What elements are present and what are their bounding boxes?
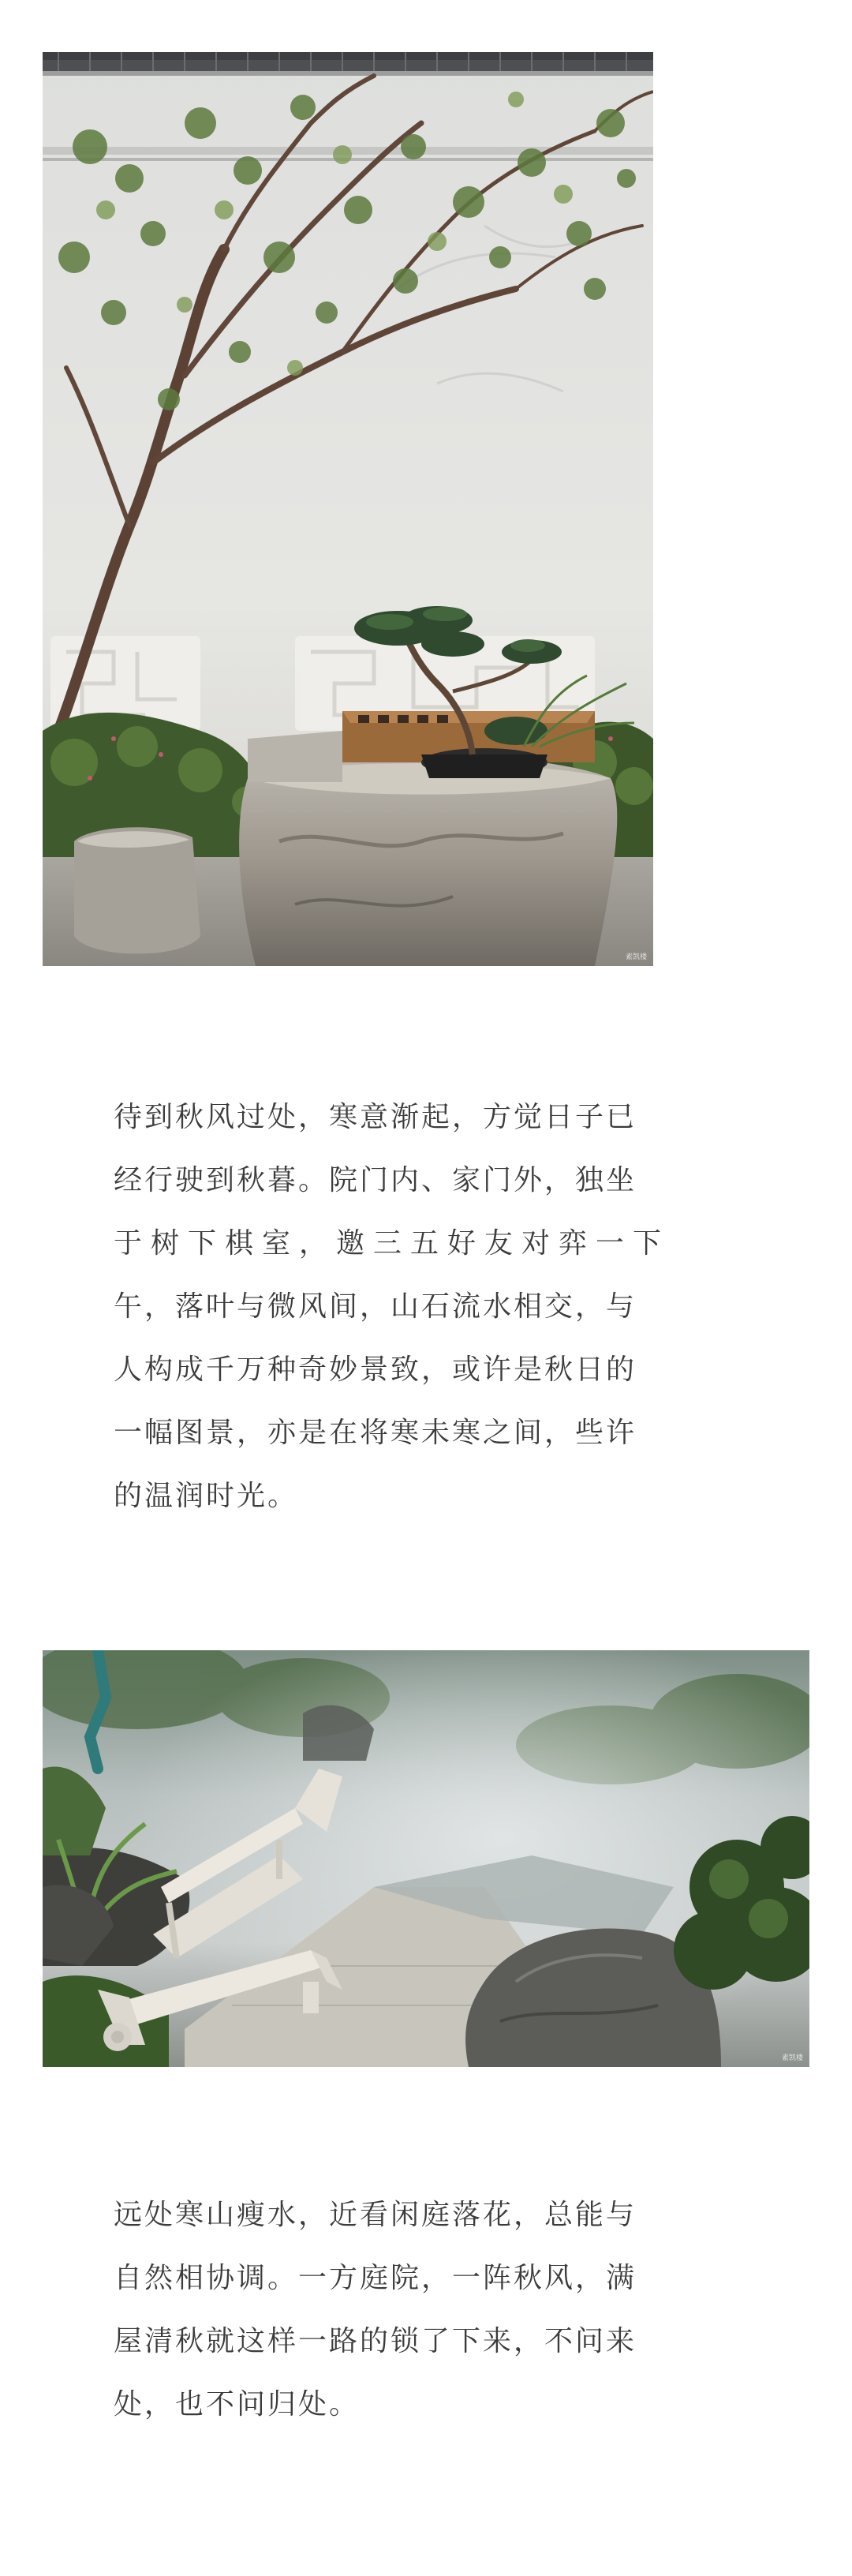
text-line: 处，也不问归处。 (114, 2388, 361, 2421)
text-line: 于树下棋室，邀三五好友对弈一下 (114, 1227, 671, 1260)
photo-watermark: 素凯楼 (625, 953, 647, 961)
paragraph-autumn-courtyard (114, 1086, 738, 1528)
misty-garden-stone-bench-photo (43, 1650, 809, 2067)
text-line: 屋清秋就这样一路的锁了下来，不问来 (114, 2325, 637, 2357)
text-line: 的温润时光。 (114, 1480, 299, 1512)
text-line: 午，落叶与微风间，山石流水相交，与 (114, 1290, 637, 1323)
text-line: 待到秋风过处，寒意渐起，方觉日子已 (114, 1101, 637, 1133)
text-line: 自然相协调。一方庭院，一阵秋风，满 (114, 2262, 637, 2294)
text-line: 远处寒山瘦水，近看闲庭落花，总能与 (114, 2199, 637, 2231)
text-line: 人构成千万种奇妙景致，或许是秋日的 (114, 1354, 637, 1386)
courtyard-illustration (43, 52, 653, 966)
text-line: 一幅图景，亦是在将寒未寒之间，些许 (114, 1417, 637, 1449)
courtyard-tree-stone-table-photo (43, 52, 653, 966)
photo-watermark: 素凯楼 (781, 2054, 803, 2062)
paragraph-distant-mountains (114, 2184, 738, 2436)
misty-garden-illustration (43, 1650, 809, 2067)
text-line: 经行驶到秋暮。院门内、家门外，独坐 (114, 1164, 637, 1196)
